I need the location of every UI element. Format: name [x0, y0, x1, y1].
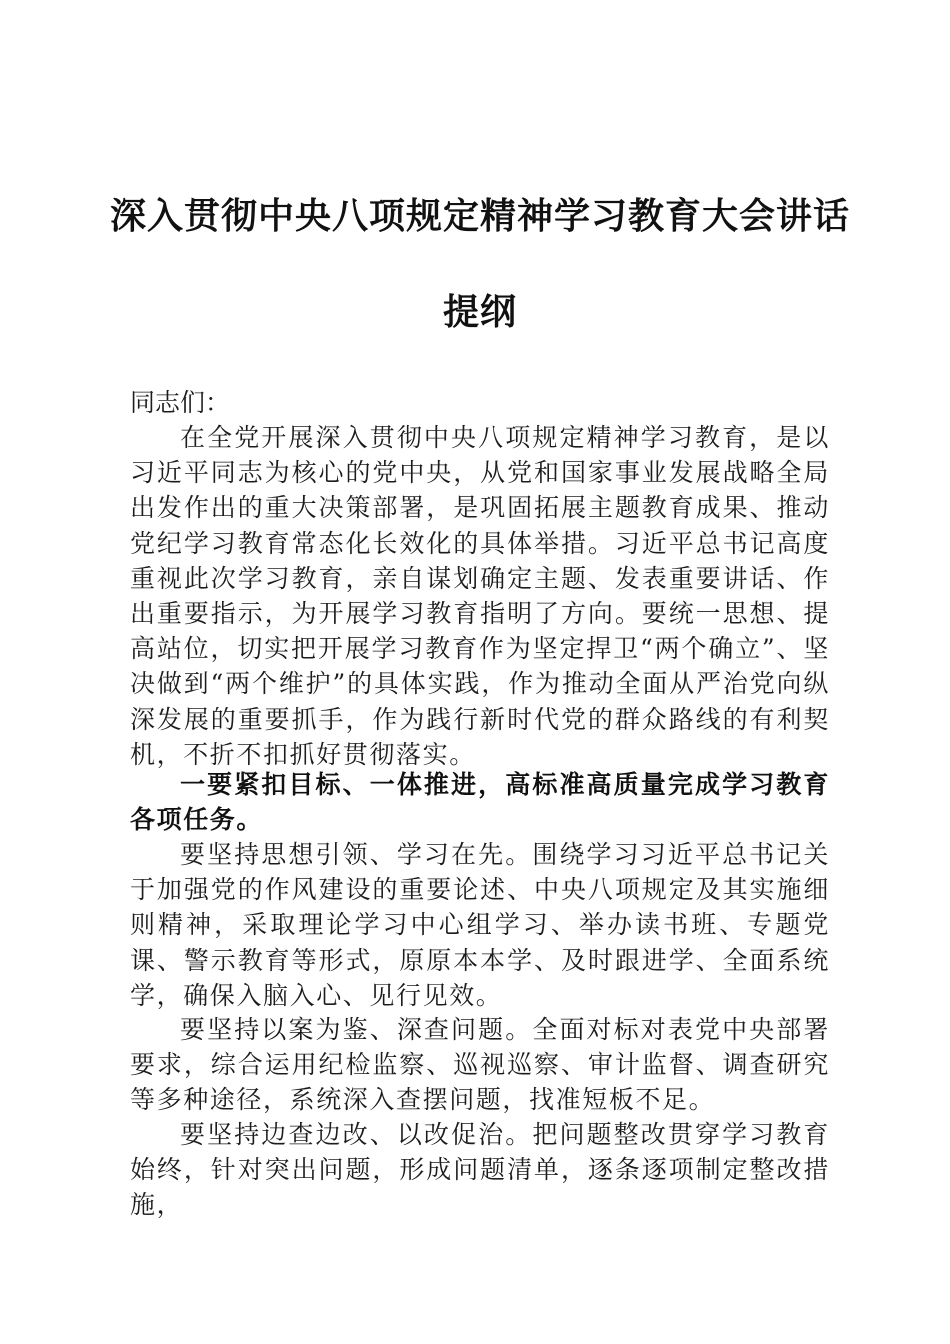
- paragraph-rectify: 要坚持边查边改、以改促治。把问题整改贯穿学习教育始终，针对突出问题，形成问题清单，逐条逐项制定整改措施，: [130, 1120, 830, 1220]
- section-heading-1: 一要紧扣目标、一体推进，高标准高质量完成学习教育各项任务。: [130, 770, 830, 835]
- document-title-continuation: 提纲: [442, 291, 517, 333]
- salutation: 同志们：: [130, 388, 231, 417]
- paragraph-intro: 在全党开展深入贯彻中央八项规定精神学习教育，是以习近平同志为核心的党中央，从党和国家事业发展战略全局出发作出的重大决策部署，是巩固拓展主题教育成果、推动党纪学习教育常态化长效化的具体举措。习近平总书记高度重视此次学习教育，亲自谋划确定主题、发表重要讲话、作出重要指示，为开展学习教育指明了方向。要统一思想、提高站位，切实把开展学习教育作为坚定捍卫“两个确立”、坚决做到“两个维护”的具体实践，作为推动全面从严治党向纵深发展的重要抓手，作为践行新时代党的群众路线的有利契机，不折不扣抓好贯彻落实。: [130, 423, 830, 769]
- document-title: 深入贯彻中央八项规定精神学习教育大会讲话: [110, 195, 851, 237]
- paragraph-study-first: 要坚持思想引领、学习在先。围绕学习习近平总书记关于加强党的作风建设的重要论述、中央八项规定及其实施细则精神，采取理论学习中心组学习、举办读书班、专题党课、警示教育等形式，原原本本学、及时跟进学、全面系统学，确保入脑入心、见行见效。: [130, 840, 830, 1010]
- paragraph-find-problems: 要坚持以案为鉴、深查问题。全面对标对表党中央部署要求，综合运用纪检监察、巡视巡察、审计监督、调查研究等多种途径，系统深入查摆问题，找准短板不足。: [130, 1015, 830, 1115]
